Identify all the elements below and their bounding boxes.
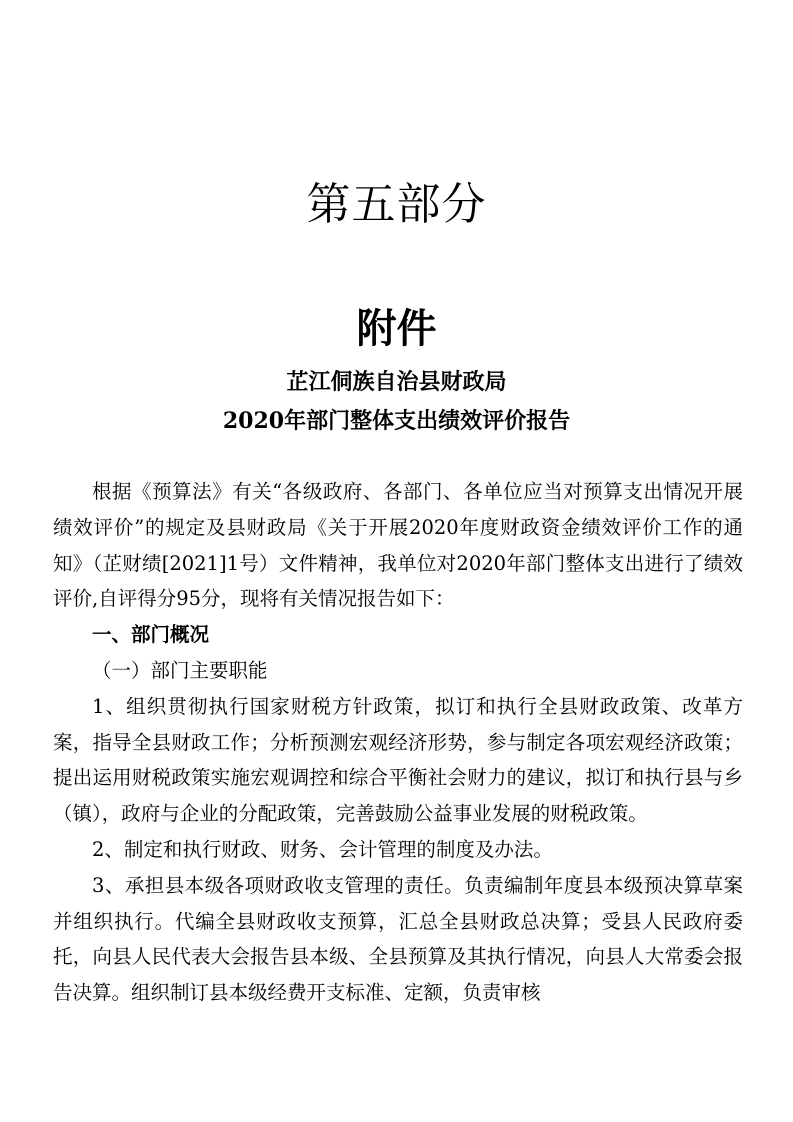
function-item-3: 3、承担县本级各项财政收支管理的责任。负责编制年度县本级预决算草案并组织执行。代编全县财政收支预算，汇总全县财政总决算；受县人民政府委托，向县人民代表大会报告县本级、全县预算及其执行情况，向县人大常委会报告决算。组织制订县本级经费开支标准、定额，负责审核 xyxy=(53,873,743,1005)
function-item-1: 1、组织贯彻执行国家财税方针政策，拟订和执行全县财政政策、改革方案，指导全县财政工作；分析预测宏观经济形势，参与制定各项宏观经济政策；提出运用财税政策实施宏观调控和综合平衡社会财力的建议，拟订和执行县与乡（镇），政府与企业的分配政策，完善鼓励公益事业发展的财税政策。 xyxy=(53,694,743,826)
report-title-subject: 2020年部门整体支出绩效评价报告 xyxy=(222,408,571,434)
subsection-heading-main-functions: （一）部门主要职能 xyxy=(92,658,268,682)
part-title: 第五部分 xyxy=(306,179,487,230)
annex-title: 附件 xyxy=(356,306,437,352)
intro-paragraph: 根据《预算法》有关“各级政府、各部门、各单位应当对预算支出情况开展绩效评价”的规定及县财政局《关于开展2020年度财政资金绩效评价工作的通知》（芷财绩[2021]1号）文件精神，我单位对2020年部门整体支出进行了绩效评价,自评得分95分，现将有关情况报告如下： xyxy=(53,480,743,611)
report-title-org: 芷江侗族自治县财政局 xyxy=(286,369,507,395)
section-heading-department-overview: 一、部门概况 xyxy=(92,623,210,647)
report-body xyxy=(53,474,743,1011)
function-item-2: 2、制定和执行财政、财务、会计管理的制度及办法。 xyxy=(92,837,553,861)
